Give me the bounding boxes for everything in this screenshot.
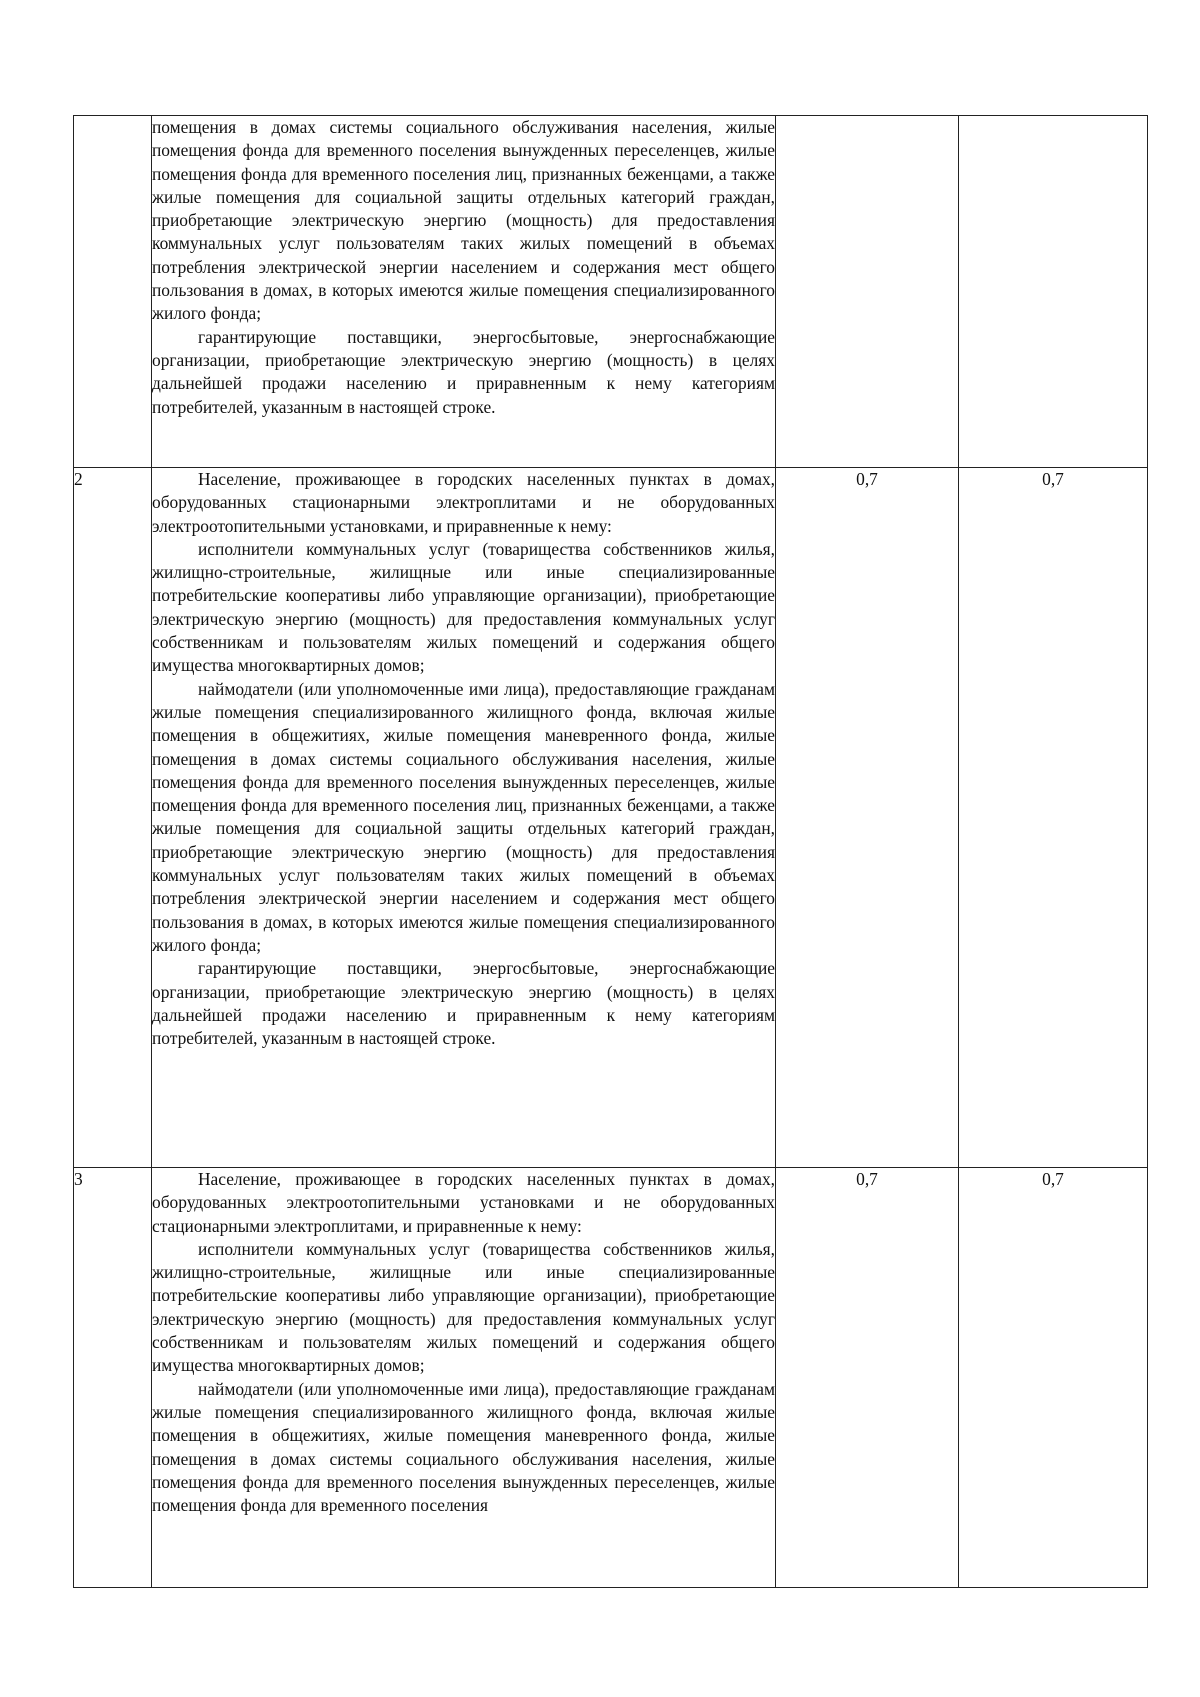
row-description: [152, 468, 776, 1168]
paragraph: наймодатели (или уполномоченные ими лица), предоставляющие гражданам жилые помещения специализированного жилищного фонда, включая жилые помещения в общежитиях, жилые помещения маневренного фонда, жилые помещения в домах системы социального обслуживания населения, жилые помещения фонда для временного поселения вынужденных переселенцев, жилые помещения фонда для временного поселения: [152, 1378, 775, 1516]
tariff-table-body: [74, 116, 1148, 1588]
paragraph: помещения в домах системы социального обслуживания населения, жилые помещения фонда для временного поселения вынужденных переселенцев, жилые помещения фонда для временного поселения лиц, признанных беженцами, а также жилые помещения для социальной защиты отдельных категорий граждан, приобретающие электрическую энергию (мощность) для предоставления коммунальных услуг пользователям таких жилых помещений в объемах потребления электрической энергии населением и содержания мест общего пользования в домах, в которых имеются жилые помещения специализированного жилого фонда;: [152, 117, 775, 324]
value-cell-1: 0,7: [776, 468, 959, 1168]
row-number: [74, 116, 152, 468]
paragraph: гарантирующие поставщики, энергосбытовые, энергоснабжающие организации, приобретающие электрическую энергию (мощность) в целях дальнейшей продажи населению и приравненным к нему категориям потребителей, указанным в настоящей строке.: [152, 958, 775, 1049]
value-cell-2: [959, 116, 1148, 468]
value-cell-2: 0,7: [959, 468, 1148, 1168]
tariff-table: [73, 115, 1148, 1588]
row-number: 2: [74, 468, 152, 1168]
row-number: 3: [74, 1168, 152, 1588]
paragraph: исполнители коммунальных услуг (товарищества собственников жилья, жилищно-строительные, жилищные или иные специализированные потребительские кооперативы либо управляющие организации), приобретающие электрическую энергию (мощность) для предоставления коммунальных услуг собственникам и пользователям жилых помещений и содержания общего имущества многоквартирных домов;: [152, 538, 775, 676]
table-row: [74, 116, 1148, 468]
value-cell-1: 0,7: [776, 1168, 959, 1588]
row-description: [152, 116, 776, 468]
row-description: [152, 1168, 776, 1588]
table-row: [74, 1168, 1148, 1588]
paragraph: Население, проживающее в городских населенных пунктах в домах, оборудованных стационарными электроплитами и не оборудованных электроотопительными установками, и приравненные к нему:: [152, 469, 775, 536]
table-row: [74, 468, 1148, 1168]
value-cell-1: [776, 116, 959, 468]
paragraph: наймодатели (или уполномоченные ими лица), предоставляющие гражданам жилые помещения специализированного жилищного фонда, включая жилые помещения в общежитиях, жилые помещения маневренного фонда, жилые помещения в домах системы социального обслуживания населения, жилые помещения фонда для временного поселения вынужденных переселенцев, жилые помещения фонда для временного поселения лиц, признанных беженцами, а также жилые помещения для социальной защиты отдельных категорий граждан, приобретающие электрическую энергию (мощность) для предоставления коммунальных услуг пользователям таких жилых помещений в объемах потребления электрической энергии населением и содержания мест общего пользования в домах, в которых имеются жилые помещения специализированного жилого фонда;: [152, 678, 775, 955]
paragraph: Население, проживающее в городских населенных пунктах в домах, оборудованных электроотопительными установками и не оборудованных стационарными электроплитами, и приравненные к нему:: [152, 1169, 775, 1236]
value-cell-2: 0,7: [959, 1168, 1148, 1588]
paragraph: гарантирующие поставщики, энергосбытовые, энергоснабжающие организации, приобретающие электрическую энергию (мощность) в целях дальнейшей продажи населению и приравненным к нему категориям потребителей, указанным в настоящей строке.: [152, 326, 775, 417]
paragraph: исполнители коммунальных услуг (товарищества собственников жилья, жилищно-строительные, жилищные или иные специализированные потребительские кооперативы либо управляющие организации), приобретающие электрическую энергию (мощность) для предоставления коммунальных услуг собственникам и пользователям жилых помещений и содержания общего имущества многоквартирных домов;: [152, 1238, 775, 1376]
